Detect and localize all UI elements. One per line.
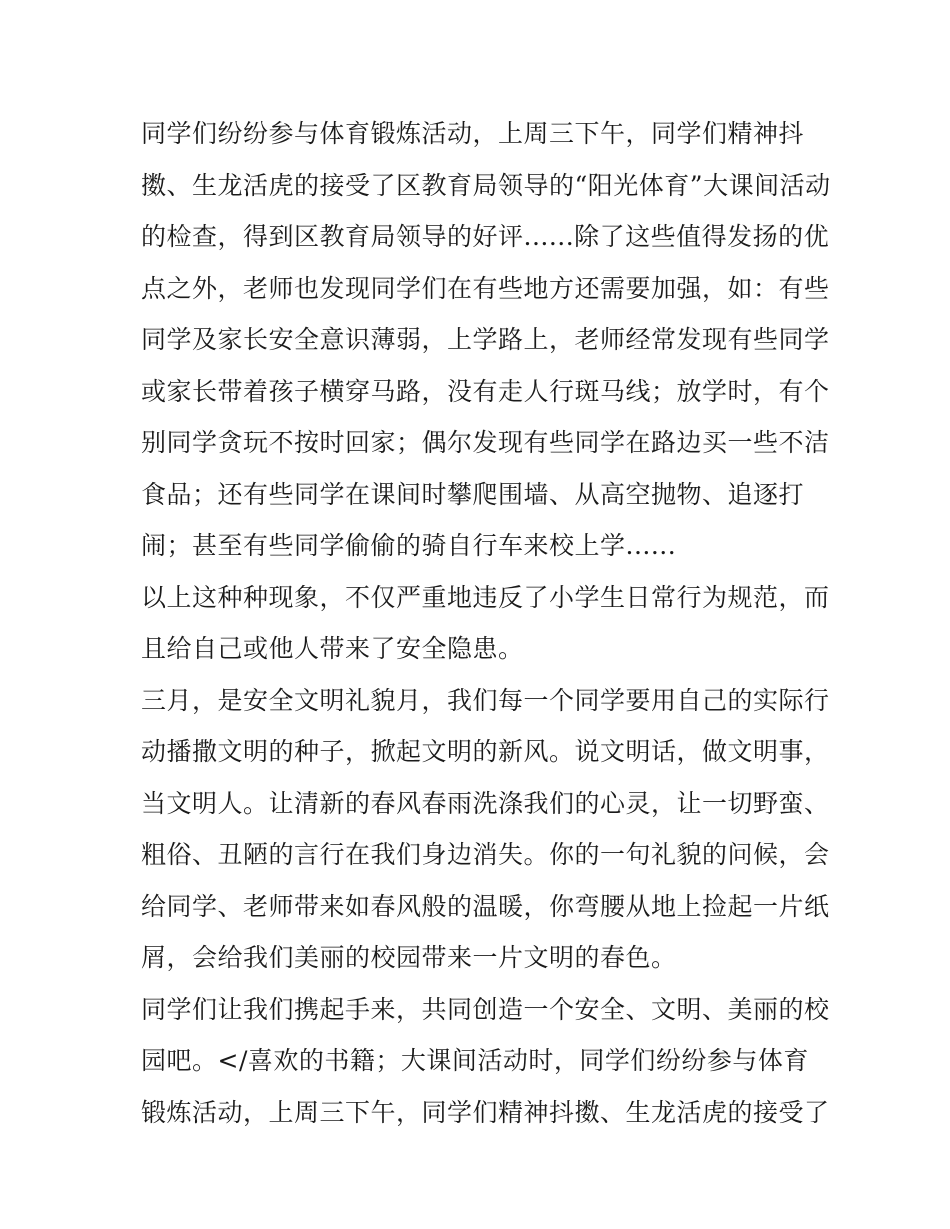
text-line: 的检查，得到区教育局领导的好评......除了这些值得发扬的优 [141,222,830,251]
text-line: 同学及家长安全意识薄弱，上学路上，老师经常发现有些同学 [141,325,830,354]
text-line: 擞、生龙活虎的接受了区教育局领导的“阳光体育”大课间活动 [141,170,831,200]
text-line: 动播撒文明的种子，掀起文明的新风。说文明话，做文明事， [141,737,830,766]
text-line: 粗俗、丑陋的言行在我们身边消失。你的一句礼貌的问候，会 [141,840,830,869]
text-line: 闹；甚至有些同学偷偷的骑自行车来校上学...... [141,531,677,560]
text-line: 别同学贪玩不按时回家；偶尔发现有些同学在路边买一些不洁 [141,428,830,457]
text-line: 点之外，老师也发现同学们在有些地方还需要加强，如：有些 [141,273,830,303]
text-line: 或家长带着孩子横穿马路，没有走人行斑马线；放学时，有个 [141,376,830,406]
text-line: 以上这种种现象，不仅严重地违反了小学生日常行为规范，而 [141,582,830,612]
text-line: 屑，会给我们美丽的校园带来一片文明的春色。 [141,943,677,972]
text-line: 当文明人。让清新的春风春雨洗涤我们的心灵，让一切野蛮、 [141,788,830,818]
document-body [141,108,831,1138]
text-line: 给同学、老师带来如春风般的温暖，你弯腰从地上捡起一片纸 [141,891,830,921]
text-line: 三月，是安全文明礼貌月，我们每一个同学要用自己的实际行 [141,685,830,715]
text-line: 锻炼活动，上周三下午，同学们精神抖擞、生龙活虎的接受了 [141,1097,830,1127]
text-line: 食品；还有些同学在课间时攀爬围墙、从高空抛物、追逐打 [141,479,805,509]
text-line: 园吧。</喜欢的书籍；大课间活动时，同学们纷纷参与体育 [141,1046,809,1075]
text-line: 且给自己或他人带来了安全隐患。 [141,634,524,663]
text-line: 同学们纷纷参与体育锻炼活动，上周三下午，同学们精神抖 [141,119,805,148]
text-line: 同学们让我们携起手来，共同创造一个安全、文明、美丽的校 [141,994,830,1024]
